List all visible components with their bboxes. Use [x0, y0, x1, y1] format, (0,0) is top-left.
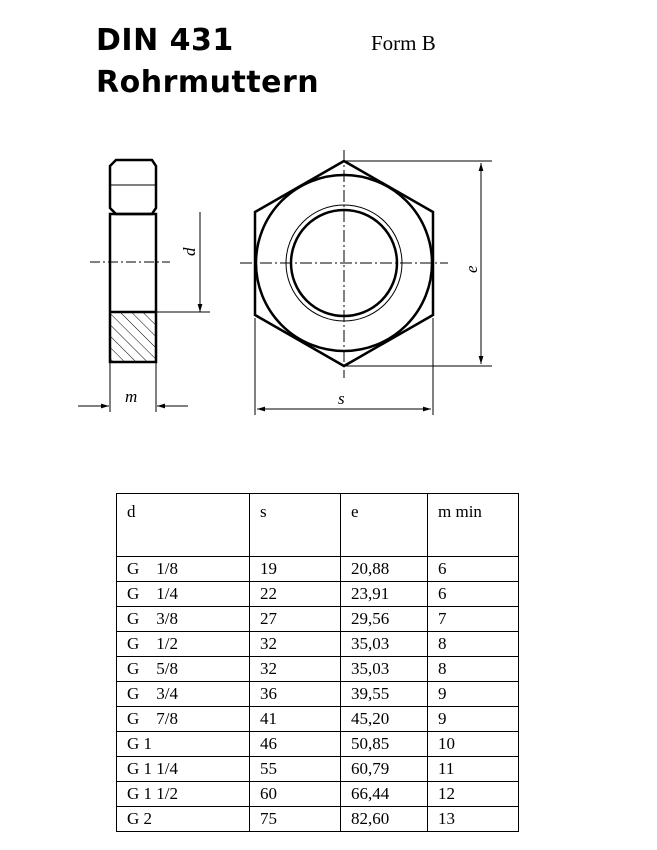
- header-s: s: [250, 494, 341, 557]
- cell-s: 41: [250, 707, 341, 732]
- table-row: [117, 782, 519, 807]
- cell-m-min: 10: [428, 732, 519, 757]
- cell-m-min: 6: [428, 557, 519, 582]
- header-e: e: [341, 494, 428, 557]
- label-d: d: [180, 247, 199, 256]
- table-row: [117, 707, 519, 732]
- cell-m-min: 12: [428, 782, 519, 807]
- cell-s: 55: [250, 757, 341, 782]
- dimension-table: [116, 493, 519, 832]
- cell-e: 45,20: [341, 707, 428, 732]
- label-e: e: [462, 265, 481, 273]
- cell-s: 32: [250, 657, 341, 682]
- cell-d: G 5/8: [117, 657, 250, 682]
- cell-d: G 7/8: [117, 707, 250, 732]
- side-view: [110, 160, 156, 362]
- cell-d: G 3/8: [117, 607, 250, 632]
- label-s: s: [338, 389, 345, 408]
- cell-d: G 1/8: [117, 557, 250, 582]
- table-row: [117, 607, 519, 632]
- cell-e: 60,79: [341, 757, 428, 782]
- cell-e: 23,91: [341, 582, 428, 607]
- cell-e: 50,85: [341, 732, 428, 757]
- table-row: [117, 582, 519, 607]
- cell-m-min: 7: [428, 607, 519, 632]
- cell-s: 60: [250, 782, 341, 807]
- table-row: [117, 757, 519, 782]
- table-row: [117, 657, 519, 682]
- cell-e: 82,60: [341, 807, 428, 832]
- cell-d: G 3/4: [117, 682, 250, 707]
- standard-number: DIN 431: [96, 23, 234, 58]
- header-d: d: [117, 494, 250, 557]
- cell-m-min: 8: [428, 632, 519, 657]
- table-row: [117, 557, 519, 582]
- cell-e: 35,03: [341, 657, 428, 682]
- header-m-min: m min: [428, 494, 519, 557]
- cell-s: 32: [250, 632, 341, 657]
- cell-e: 66,44: [341, 782, 428, 807]
- cell-m-min: 6: [428, 582, 519, 607]
- cell-e: 35,03: [341, 632, 428, 657]
- table-header-row: [117, 494, 519, 557]
- cell-m-min: 9: [428, 682, 519, 707]
- cell-m-min: 13: [428, 807, 519, 832]
- cell-s: 19: [250, 557, 341, 582]
- cell-s: 36: [250, 682, 341, 707]
- document-title: [96, 20, 319, 104]
- form-label: Form B: [371, 31, 436, 55]
- cell-e: 29,56: [341, 607, 428, 632]
- cell-d: G 2: [117, 807, 250, 832]
- cell-e: 39,55: [341, 682, 428, 707]
- part-name: Rohrmuttern: [96, 65, 320, 100]
- cell-s: 75: [250, 807, 341, 832]
- cell-d: G 1: [117, 732, 250, 757]
- technical-drawing: [0, 130, 657, 430]
- label-m: m: [125, 387, 138, 406]
- cell-d: G 1 1/2: [117, 782, 250, 807]
- table-row: [117, 682, 519, 707]
- cell-m-min: 11: [428, 757, 519, 782]
- cell-e: 20,88: [341, 557, 428, 582]
- cell-d: G 1/4: [117, 582, 250, 607]
- cell-d: G 1 1/4: [117, 757, 250, 782]
- table-row: [117, 732, 519, 757]
- cell-m-min: 9: [428, 707, 519, 732]
- cell-s: 46: [250, 732, 341, 757]
- cell-s: 27: [250, 607, 341, 632]
- cell-d: G 1/2: [117, 632, 250, 657]
- cell-s: 22: [250, 582, 341, 607]
- cell-m-min: 8: [428, 657, 519, 682]
- table-row: [117, 807, 519, 832]
- table-row: [117, 632, 519, 657]
